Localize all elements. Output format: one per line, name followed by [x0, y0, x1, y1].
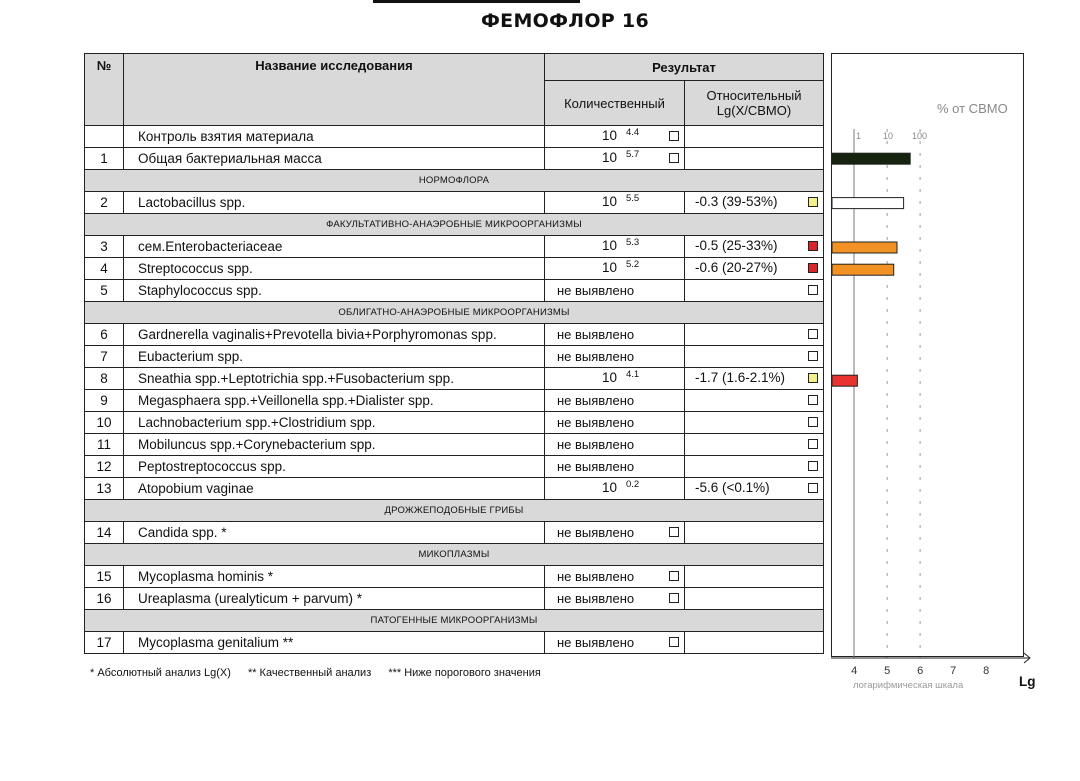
- relative-cell: [685, 434, 824, 456]
- footnotes: [90, 667, 555, 679]
- chart-bar: [832, 264, 894, 275]
- table-row: [85, 456, 824, 478]
- relative-value: -0.6 (20-27%): [695, 260, 778, 275]
- quantity-exponent: 4.1: [626, 369, 640, 380]
- test-name: Atopobium vaginae: [124, 478, 545, 500]
- lg-chart: [831, 53, 1077, 693]
- test-name: Streptococcus spp.: [124, 258, 545, 280]
- table-row: [85, 148, 824, 170]
- row-number: 17: [85, 632, 124, 654]
- quantitative-cell: [545, 236, 685, 258]
- header-quantitative: Количественный: [545, 81, 685, 126]
- quantitative-cell: [545, 588, 685, 610]
- quantity-exponent: 5.7: [626, 149, 640, 160]
- section-row: [85, 610, 824, 632]
- row-number: 11: [85, 434, 124, 456]
- row-number: 10: [85, 412, 124, 434]
- not-detected-text: не выявлено: [557, 437, 635, 452]
- chart-bar: [832, 375, 857, 386]
- table-row: [85, 522, 824, 544]
- section-row: [85, 214, 824, 236]
- table-row: [85, 258, 824, 280]
- percent-tick-label: 100: [912, 131, 928, 141]
- status-indicator: [808, 439, 818, 449]
- not-detected-text: не выявлено: [557, 525, 635, 540]
- table-row: [85, 434, 824, 456]
- quantity-exponent: 5.2: [626, 259, 640, 270]
- section-row: [85, 170, 824, 192]
- table-row: [85, 368, 824, 390]
- quantitative-checkbox: [669, 527, 679, 537]
- status-indicator: [808, 263, 818, 273]
- section-label: ФАКУЛЬТАТИВНО-АНАЭРОБНЫЕ МИКРООРГАНИЗМЫ: [85, 214, 824, 236]
- relative-value: -5.6 (<0.1%): [695, 480, 770, 495]
- quantitative-cell: [545, 456, 685, 478]
- quantitative-cell: [545, 566, 685, 588]
- table-row: [85, 236, 824, 258]
- top-rule: [373, 0, 580, 3]
- section-label: МИКОПЛАЗМЫ: [85, 544, 824, 566]
- status-indicator: [808, 373, 818, 383]
- header-num: №: [85, 54, 124, 126]
- status-indicator: [808, 417, 818, 427]
- quantitative-cell: [545, 478, 685, 500]
- section-row: [85, 500, 824, 522]
- quantitative-cell: [545, 434, 685, 456]
- relative-value: -0.5 (25-33%): [695, 238, 778, 253]
- relative-cell: [685, 148, 824, 170]
- quantitative-cell: [545, 324, 685, 346]
- test-name: Lactobacillus spp.: [124, 192, 545, 214]
- test-name: Контроль взятия материала: [124, 126, 545, 148]
- not-detected-text: не выявлено: [557, 393, 635, 408]
- table-row: [85, 346, 824, 368]
- quantitative-cell: [545, 412, 685, 434]
- x-tick-label: 5: [884, 665, 891, 677]
- table-row: [85, 192, 824, 214]
- x-tick-label: 7: [950, 665, 957, 677]
- status-indicator: [808, 285, 818, 295]
- row-number: 12: [85, 456, 124, 478]
- footnote-qualitative: ** Качественный анализ: [247, 667, 372, 679]
- row-number: 4: [85, 258, 124, 280]
- chart-bar: [832, 153, 910, 164]
- quantitative-cell: [545, 258, 685, 280]
- row-number: 1: [85, 148, 124, 170]
- table-row: [85, 412, 824, 434]
- percent-tick-label: 10: [883, 131, 894, 141]
- section-row: [85, 544, 824, 566]
- relative-cell: [685, 192, 824, 214]
- quantity-base: 10: [602, 480, 618, 495]
- relative-cell: [685, 522, 824, 544]
- status-indicator: [808, 329, 818, 339]
- test-name: Eubacterium spp.: [124, 346, 545, 368]
- relative-cell: [685, 412, 824, 434]
- quantitative-checkbox: [669, 131, 679, 141]
- relative-cell: [685, 390, 824, 412]
- header-name: Название исследования: [124, 54, 545, 126]
- relative-cell: [685, 126, 824, 148]
- x-tick-label: 6: [917, 665, 924, 677]
- row-number: 9: [85, 390, 124, 412]
- status-indicator: [808, 461, 818, 471]
- not-detected-text: не выявлено: [557, 283, 635, 298]
- section-label: НОРМОФЛОРА: [85, 170, 824, 192]
- status-indicator: [808, 197, 818, 207]
- quantity-exponent: 0.2: [626, 479, 640, 490]
- test-name: Staphylococcus spp.: [124, 280, 545, 302]
- test-name: сем.Enterobacteriaceae: [124, 236, 545, 258]
- quantitative-checkbox: [669, 637, 679, 647]
- row-number: [85, 126, 124, 148]
- footnote-absolute: * Абсолютный анализ Lg(X): [90, 667, 231, 679]
- table-row: [85, 588, 824, 610]
- header-relative: [685, 81, 824, 126]
- status-indicator: [808, 351, 818, 361]
- footnote-threshold: *** Ниже порогового значения: [388, 667, 541, 679]
- not-detected-text: не выявлено: [557, 459, 635, 474]
- quantitative-cell: [545, 148, 685, 170]
- test-name: Candida spp. *: [124, 522, 545, 544]
- relative-cell: [685, 478, 824, 500]
- quantity-base: 10: [602, 238, 618, 253]
- quantitative-cell: [545, 280, 685, 302]
- test-name: Sneathia spp.+Leptotrichia spp.+Fusobacterium spp.: [124, 368, 545, 390]
- status-indicator: [808, 241, 818, 251]
- quantity-base: 10: [602, 150, 618, 165]
- quantity-base: 10: [602, 128, 618, 143]
- quantitative-cell: [545, 632, 685, 654]
- quantitative-cell: [545, 346, 685, 368]
- relative-cell: [685, 632, 824, 654]
- test-name: Mobiluncus spp.+Corynebacterium spp.: [124, 434, 545, 456]
- percent-label: % от СВМО: [937, 101, 1008, 116]
- not-detected-text: не выявлено: [557, 635, 635, 650]
- section-label: ОБЛИГАТНО-АНАЭРОБНЫЕ МИКРООРГАНИЗМЫ: [85, 302, 824, 324]
- relative-cell: [685, 324, 824, 346]
- test-name: Ureaplasma (urealyticum + parvum) *: [124, 588, 545, 610]
- test-name: Gardnerella vaginalis+Prevotella bivia+Porphyromonas spp.: [124, 324, 545, 346]
- quantitative-cell: [545, 126, 685, 148]
- x-axis-label: Lg: [1019, 674, 1036, 689]
- section-row: [85, 302, 824, 324]
- quantitative-checkbox: [669, 153, 679, 163]
- test-name: Peptostreptococcus spp.: [124, 456, 545, 478]
- test-name: Mycoplasma hominis *: [124, 566, 545, 588]
- status-indicator: [808, 395, 818, 405]
- header-relative-line1: Относительный: [706, 88, 802, 103]
- row-number: 6: [85, 324, 124, 346]
- table-row: [85, 632, 824, 654]
- quantitative-cell: [545, 368, 685, 390]
- quantity-exponent: 5.3: [626, 237, 640, 248]
- test-name: Общая бактериальная масса: [124, 148, 545, 170]
- relative-cell: [685, 368, 824, 390]
- row-number: 14: [85, 522, 124, 544]
- quantitative-cell: [545, 192, 685, 214]
- relative-cell: [685, 258, 824, 280]
- header-result: Результат: [545, 54, 824, 81]
- table-row: [85, 478, 824, 500]
- quantitative-cell: [545, 390, 685, 412]
- row-number: 13: [85, 478, 124, 500]
- quantity-base: 10: [602, 370, 618, 385]
- quantitative-cell: [545, 522, 685, 544]
- quantity-base: 10: [602, 260, 618, 275]
- x-axis-caption: логарифмическая шкала: [853, 680, 964, 691]
- test-name: Lachnobacterium spp.+Clostridium spp.: [124, 412, 545, 434]
- row-number: 7: [85, 346, 124, 368]
- quantity-exponent: 4.4: [626, 127, 640, 138]
- test-name: Mycoplasma genitalium **: [124, 632, 545, 654]
- results-table: [84, 53, 824, 654]
- relative-cell: [685, 236, 824, 258]
- chart-bar: [832, 198, 904, 209]
- relative-cell: [685, 346, 824, 368]
- results-body: [85, 126, 824, 654]
- not-detected-text: не выявлено: [557, 349, 635, 364]
- header-relative-line2: Lg(X/СВМО): [716, 103, 792, 118]
- relative-cell: [685, 588, 824, 610]
- x-tick-label: 8: [983, 665, 990, 677]
- row-number: 16: [85, 588, 124, 610]
- page-title: ФЕМОФЛОР 16: [481, 10, 649, 32]
- percent-tick-label: 1: [856, 131, 862, 141]
- relative-cell: [685, 566, 824, 588]
- x-tick-label: 4: [851, 665, 858, 677]
- quantitative-checkbox: [669, 593, 679, 603]
- status-indicator: [808, 483, 818, 493]
- quantitative-checkbox: [669, 571, 679, 581]
- table-row: [85, 126, 824, 148]
- not-detected-text: не выявлено: [557, 415, 635, 430]
- row-number: 5: [85, 280, 124, 302]
- relative-value: -0.3 (39-53%): [695, 194, 778, 209]
- row-number: 15: [85, 566, 124, 588]
- not-detected-text: не выявлено: [557, 591, 635, 606]
- chart-panel: [831, 53, 1036, 691]
- test-name: Megasphaera spp.+Veillonella spp.+Dialister spp.: [124, 390, 545, 412]
- not-detected-text: не выявлено: [557, 327, 635, 342]
- table-row: [85, 566, 824, 588]
- relative-value: -1.7 (1.6-2.1%): [695, 370, 786, 385]
- table-row: [85, 390, 824, 412]
- quantity-exponent: 5.5: [626, 193, 640, 204]
- row-number: 2: [85, 192, 124, 214]
- relative-cell: [685, 280, 824, 302]
- section-label: ПАТОГЕННЫЕ МИКРООРГАНИЗМЫ: [85, 610, 824, 632]
- row-number: 8: [85, 368, 124, 390]
- table-row: [85, 324, 824, 346]
- table-row: [85, 280, 824, 302]
- quantity-base: 10: [602, 194, 618, 209]
- section-label: ДРОЖЖЕПОДОБНЫЕ ГРИБЫ: [85, 500, 824, 522]
- row-number: 3: [85, 236, 124, 258]
- relative-cell: [685, 456, 824, 478]
- not-detected-text: не выявлено: [557, 569, 635, 584]
- chart-bar: [832, 242, 897, 253]
